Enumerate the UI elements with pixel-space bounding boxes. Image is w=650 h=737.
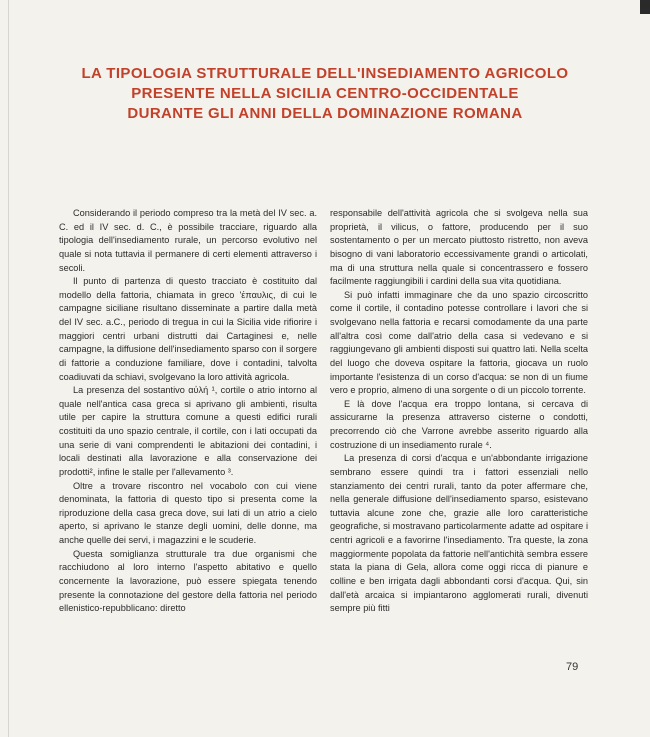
paragraph: Si può infatti immaginare che da uno spazio circoscritto come il cortile, il contadino potesse controllare i lavori che si svolgevano nella fattoria e recarsi comodamente da una parte all'altra così come dall'atrio della casa si vedevano e si raggiungevano gli ambienti disposti sui quattro lati. Nella scelta del luogo che doveva ospitare la fattoria, giocava un ruolo importante l'esistenza di un corso d'acqua: se non di un fiume vero e proprio, almeno di una sorgente o di un piccolo torrente. (330, 289, 588, 396)
paragraph: E là dove l'acqua era troppo lontana, si cercava di assicurarne la presenza attraverso cisterne o condotti, precorrendo ciò che Varrone avrebbe asserito riguardo alla costruzione di un insediamento rurale ⁴. (330, 398, 588, 450)
title-line-2: PRESENTE NELLA SICILIA CENTRO-OCCIDENTALE (131, 85, 519, 102)
paragraph: responsabile dell'attività agricola che si svolgeva nella sua proprietà, il vilicus, o fattore, producendo per il suo sostentamento o per un mercato piuttosto ristretto, non aveva bisogno di vani laboratorio eccessivamente grandi o articolati, ma di una struttura nella quale si concentrassero e fossero facilmente raggiungibili i cardini della sua vita quotidiana. (330, 208, 588, 287)
right-column (330, 207, 588, 616)
scan-margin-line (8, 0, 9, 737)
title-line-3: DURANTE GLI ANNI DELLA DOMINAZIONE ROMANA (127, 105, 523, 122)
paragraph: Il punto di partenza di questo tracciato è costituito dal modello della fattoria, chiamata in greco 'έπαυλις, di cui le campagne siciliane risultano disseminate a partire dalla metà del IV sec. a.C., periodo di tregua in cui la Sicilia vide rifiorire i maggiori centri urbani distrutti dai Cartaginesi e, nelle campagne, la diffusione dell'insediamento sparso con il sorgere di fattorie a conduzione familiare, dove i contadini, talvolta coadiuvati da schiavi, svolgevano la loro attività agricola. (59, 276, 317, 382)
page-number: 79 (566, 661, 579, 673)
paragraph: Considerando il periodo compreso tra la metà del IV sec. a. C. ed il IV sec. d. C., è possibile tracciare, riguardo alla tipologia dell'insediamento rurale, un percorso evolutivo nel quale si nota tuttavia il permanere di certi elementi attraverso i secoli. (59, 208, 317, 273)
paragraph: La presenza di corsi d'acqua e un'abbondante irrigazione sembrano essere quindi tra i fattori essenziali nello stanziamento dei centri rurali, tanto da poter affermare che, nella generale diffusione dell'insediamento sparso, esistevano tuttavia alcune zone che, grazie alle loro caratteristiche geografiche, si mostravano particolarmente adatte ad ospitare i centri agricoli e a favorirne l'insediamento. Tra queste, la zona maggiormente popolata da fattorie nell'antichità sembra essere stata la piana di Gela, allora come oggi ricca di pianure e colline e ben irrigata dagli abbondanti corsi d'acqua. Qui, sin dall'età arcaica si impiantarono agglomerati rurali, divenuti sempre più fitti (330, 453, 588, 614)
paragraph: La presenza del sostantivo αὐλή ¹, cortile o atrio intorno al quale nell'antica casa greca si aprivano gli ambienti, risulta utile per capire la struttura comune a questi edifici rurali costituiti da uno spazio centrale, il cortile, con i lati occupati da una serie di vani comprendenti le abitazioni dei contadini, i locali destinati alla lavorazione e alla conservazione dei prodotti², infine le stalle per l'allevamento ³. (59, 385, 317, 477)
scan-corner-mark (640, 0, 650, 14)
paragraph: Questa somiglianza strutturale tra due organismi che racchiudono al loro interno l'aspetto abitativo e quello concernente la lavorazione, può essere spiegata tenendo presente la connotazione del gestore della fattoria nel periodo ellenistico-repubblicano: diretto (59, 548, 317, 614)
title-line-1: LA TIPOLOGIA STRUTTURALE DELL'INSEDIAMENTO AGRICOLO (81, 65, 569, 82)
paragraph: Oltre a trovare riscontro nel vocabolo con cui viene denominata, la fattoria di questo tipo si presenta come la riproduzione della casa greca dove, sui lati di un atrio a cielo aperto, si aprivano le stanze degli uomini, delle donne, ma anche quelle dei servi, i magazzini e le scuderie. (59, 480, 317, 545)
left-column (59, 207, 317, 616)
page-title (40, 64, 610, 124)
